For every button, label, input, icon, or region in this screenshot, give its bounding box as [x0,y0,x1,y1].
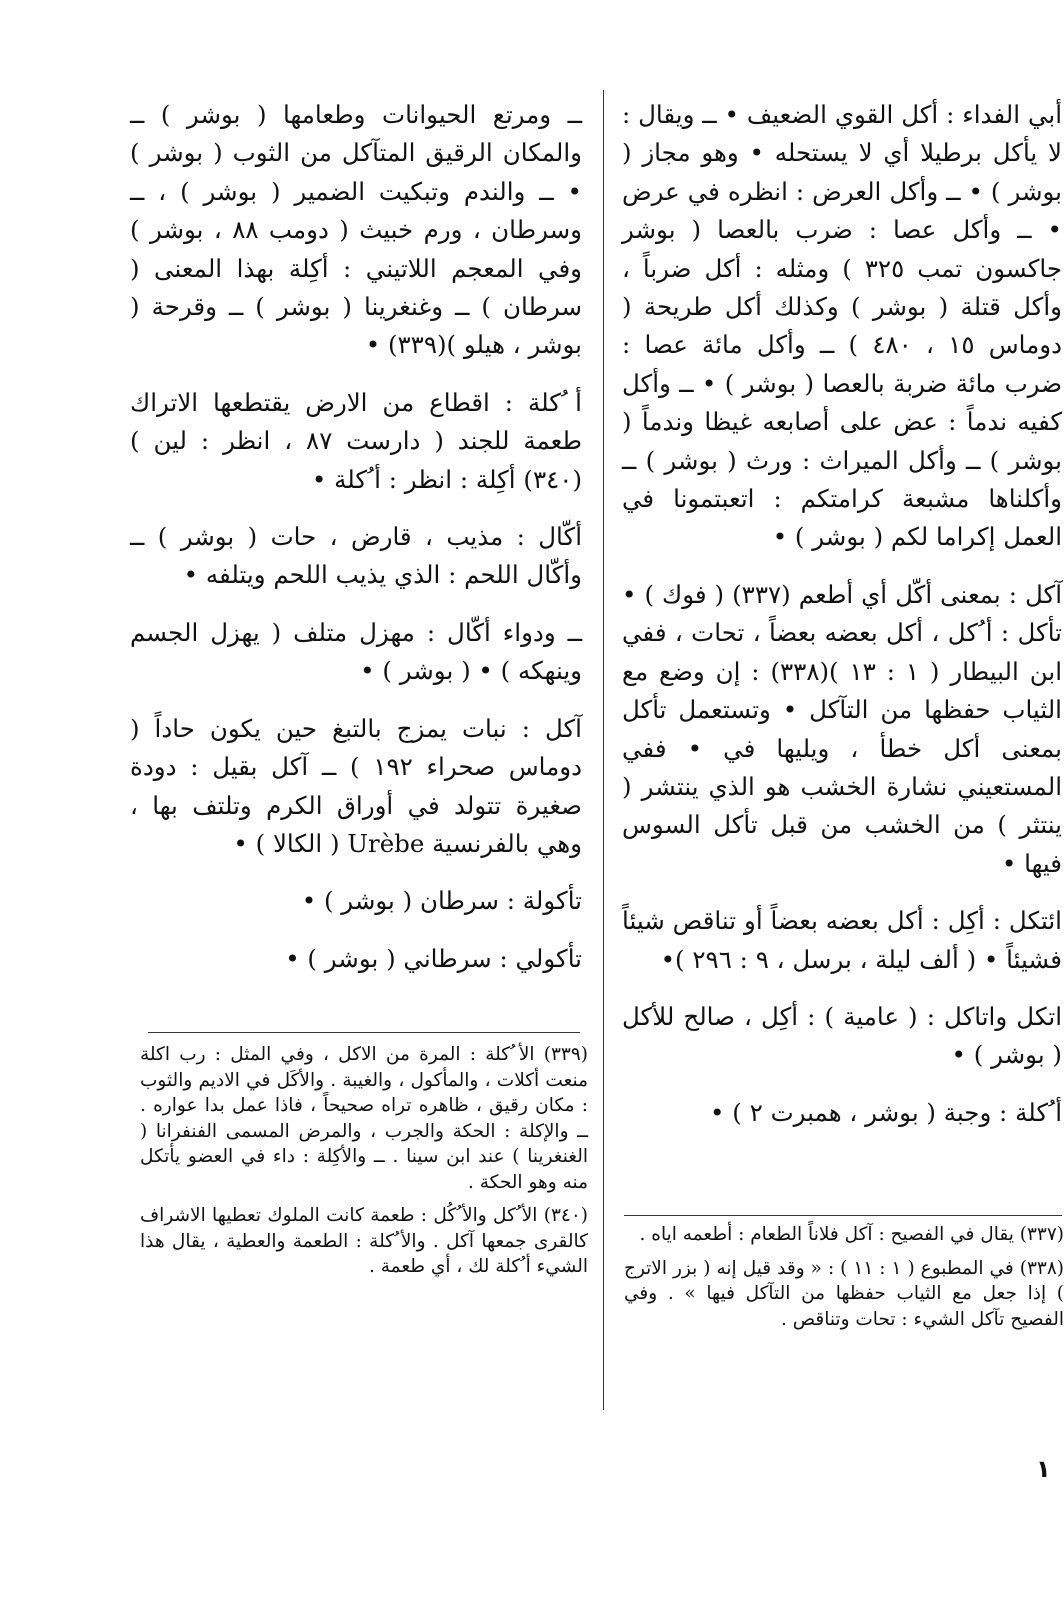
entry-akal-takal: آكل : بمعنى أكّل أي أطعم (٣٣٧) ( فوك ) • تأكل : أ ُكل ، أكل بعضه بعضاً ، تحات ، ففي ابن البيطار ( ١ : ١٣ )(٣٣٨) : إن وضع مع الثياب حفظها من التآكل • وتستعمل تأكل بمعنى أكل خطأ ، ويليها في • ففي المستعيني نشارة الخشب هو الذي ينتشر ( ينتثر ) من الخشب من قبل تأكل السوس فيها • [622,579,1063,878]
footnote-340: (٣٤٠) الأ ُكل والأ ُكُل : طعمة كانت الملوك تعطيها الاشراف كالقرى جمعها آكل . والأ ُكلة : الطعمة والعطية ، يقال هذا الشيء أ ُكلة لك ، أي طعمة . [140,1205,588,1277]
footnotes-right [624,1222,1064,1340]
footnote-rule-left [148,1032,580,1033]
entry-itakal-colloquial: اتكل واتاكل : ( عامية ) : أكِل ، صالح للأكل ( بوشر ) • [622,1001,1062,1070]
entry-itakal: ائتكل : أكِل : أكل بعضه بعضاً أو تناقص شيئاً فشيئاً • ( ألف ليلة ، برسل ، ٩ : ٢٩٦ )• [622,906,1062,974]
page-number: ١ [1036,1455,1051,1483]
entry-ukla-iqta: أ ُكلة : اقطاع من الارض يقتطعها الاتراك طعمة للجند ( دارست ٨٧ ، انظر : لين )(٣٤٠) أكِلة : انظر : أ ُكلة • [130,387,582,494]
footnote-rule-right [624,1215,1062,1216]
entry-ukla-senses: ــ ومرتع الحيوانات وطعامها ( بوشر ) ــ والمكان الرقيق المتآكل من الثوب ( بوشر ) • ــ والندم وتبكيت الضمير ( بوشر ) ، ــ وسرطان ، ورم خبيث ( دومب ٨٨ ، بوشر ) وفي المعجم اللاتيني : أكِلة بهذا المعنى ( سرطان ) ــ وغنغرينا ( بوشر ) ــ وقرحة ( بوشر ، هيلو )(٣٣٩) • [130,100,582,360]
entry-akil-plant: آكل : نبات يمزج بالتبغ حين يكون حاداً ( دوماس صحراء ١٩٢ ) ــ آكل بقيل : دودة صغيرة تتولد في أوراق الكرم وتلتف بها ، وهي بالفرنسية Urèbe ( الكالا ) • [130,713,582,858]
right-column [622,96,1062,1151]
entry-akala-continued: أبي الفداء : أكل القوي الضعيف • ــ ويقال : لا يأكل برطيلا أي لا يستحله • وهو مجاز ( بوشر ) • ــ وأكل العرض : انظره في عرض • ــ وأكل عصا : ضرب بالعصا ( بوشر جاكسون تمب ٣٢٥ ) ومثله : أكل ضرباً ، وأكل قتلة ( بوشر ) وكذلك أكل طريحة ( دوماس ١٥ ، ٤٨٠ ) ــ وأكل مائة عصا : ضرب مائة ضربة بالعصا ( بوشر ) • ــ وأكل كفيه ندماً : عض على أصابعه غيظا وندماً ( بوشر ) ــ وأكل الميراث : ورث ( بوشر ) ــ وأكلناها مشبعة كرامتكم : اتعبتمونا في العمل إكراما لكم ( بوشر ) • [622,100,1063,552]
entry-akkal: أكّال : مذيب ، قارض ، حات ( بوشر ) ــ وأكّال اللحم : الذي يذيب اللحم ويتلفه • [130,522,582,590]
left-column [130,96,582,997]
entry-dawa-akkal: ــ ودواء أكّال : مهزل متلف ( يهزل الجسم وينهكه ) • ( بوشر ) • [130,617,582,686]
entry-takuli: تأكولي : سرطاني ( بوشر ) • [285,943,582,973]
entry-ukla-meal: أ ُكلة : وجبة ( بوشر ، همبرت ٢ ) • [710,1097,1062,1127]
footnote-339: (٣٣٩) الأ ُكلة : المرة من الاكل ، وفي المثل : رب اكلة منعت أكلات ، والمأكول ، والغيبة . والأكَل في الاديم والثوب : مكان رقيق ، ظاهره تراه صحيحاً ، فاذا عمل بدا عواره . ــ والإكلة : الحكة والجرب ، والمرض المسمى الفنفرانا ( الغنغرينا ) عند ابن سينا . ــ والأكِلة : داء في العضو يأتكل منه وهو الحكة . [140,1044,588,1193]
entry-takula: تأكولة : سرطان ( بوشر ) • [301,886,582,916]
column-divider [603,90,604,1410]
footnote-338: (٣٣٨) في المطبوع ( ١ : ١١ ) : « وقد قيل إنه ( بزر الاترج ) إذا جعل مع الثياب حفظها من التآكل فيها » . وفي الفصيح تآكل الشيء : تحات وتناقص . [624,1257,1064,1330]
footnotes-left [140,1042,588,1288]
footnote-337: (٣٣٧) يقال في الفصيح : آكل فلاناً الطعام : أطعمه اياه . [639,1224,1064,1245]
